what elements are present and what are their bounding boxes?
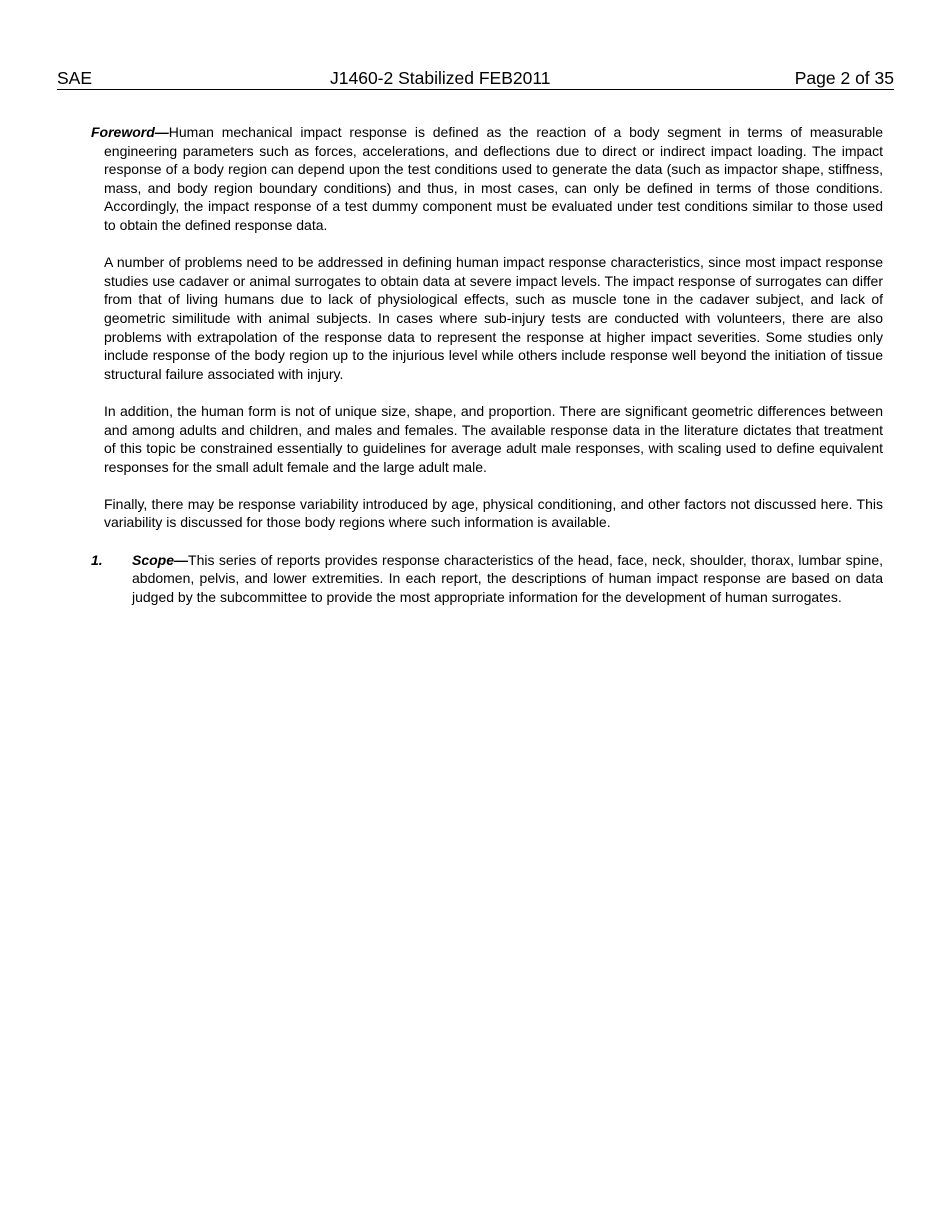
foreword-paragraph-4: Finally, there may be response variability introduced by age, physical conditioning, and other factors not discussed here. This variability is discussed for those body regions where such information is available. xyxy=(104,495,883,531)
scope-paragraph xyxy=(132,551,883,607)
scope-number: 1. xyxy=(91,551,103,568)
foreword-paragraph-2: A number of problems need to be addressed in defining human impact response characteristics, since most impact response studies use cadaver or animal surrogates to obtain data at severe impact levels. The impact response of surrogates can differ from that of living humans due to lack of physiological effects, such as muscle tone in the cadaver subject, and lack of geometric similitude with animal subjects. In cases where sub-injury tests are conducted with volunteers, there are also problems with extrapolation of the response data to represent the response at higher impact severities. Some studies only include response of the body region up to the injurious level while others include response well beyond the initiation of tissue structural failure associated with injury. xyxy=(104,254,883,382)
header-document-id: J1460-2 Stabilized FEB2011 xyxy=(330,68,551,88)
foreword-paragraph-1 xyxy=(91,123,883,235)
page-header xyxy=(57,67,894,90)
header-page-number: Page 2 of 35 xyxy=(794,68,894,88)
foreword-text-1: Human mechanical impact response is defined as the reaction of a body segment in terms of measurable engineering parameters such as forces, accelerations, and deflections due to direct or indirect impact loading. The impact response of a body region can depend upon the test conditions used to generate the data (such as impactor shape, stiffness, mass, and body region boundary conditions) and thus, in most cases, can only be defined in terms of those conditions. Accordingly, the impact response of a test dummy component must be evaluated under test conditions similar to those used to obtain the defined response data. xyxy=(104,124,883,233)
scope-text: This series of reports provides response characteristics of the head, face, neck, shoulder, thorax, lumbar spine, abdomen, pelvis, and lower extremities. In each report, the descriptions of human impact response are based on data judged by the subcommittee to provide the most appropriate information for the development of human surrogates. xyxy=(132,551,883,605)
document-body xyxy=(91,123,883,625)
foreword-paragraph-3: In addition, the human form is not of unique size, shape, and proportion. There are significant geometric differences between and among adults and children, and males and females. The available response data in the literature dictates that treatment of this topic be constrained essentially to guidelines for average adult male responses, with scaling used to define equivalent responses for the small adult female and the large adult male. xyxy=(104,402,883,475)
scope-heading: Scope— xyxy=(132,551,189,568)
scope-section xyxy=(91,551,883,607)
header-org: SAE xyxy=(57,68,93,88)
foreword-heading: Foreword— xyxy=(91,124,169,140)
